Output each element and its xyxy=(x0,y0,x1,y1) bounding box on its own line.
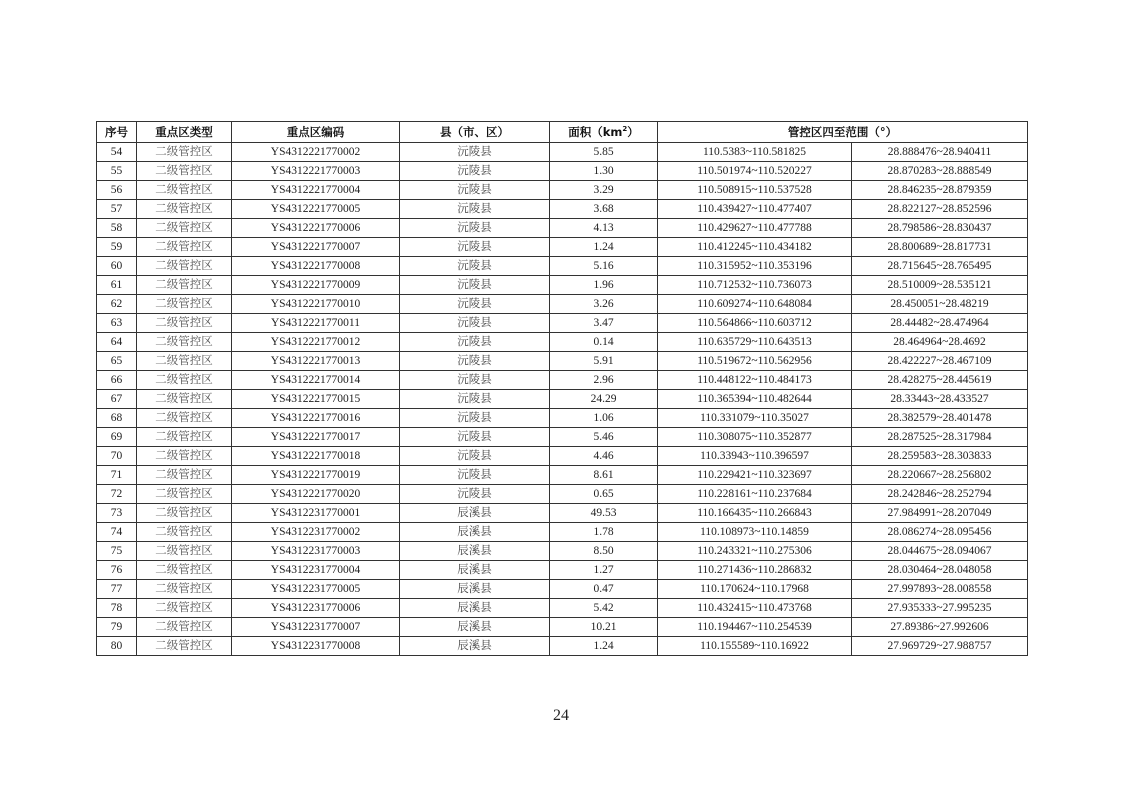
cell-longitude-range: 110.432415~110.473768 xyxy=(658,599,852,618)
cell-code: YS4312221770005 xyxy=(232,200,400,219)
cell-code: YS4312231770008 xyxy=(232,637,400,656)
table-header-row xyxy=(97,122,1028,143)
table-row xyxy=(97,181,1028,200)
cell-seq: 78 xyxy=(97,599,137,618)
cell-code: YS4312221770020 xyxy=(232,485,400,504)
cell-county: 辰溪县 xyxy=(400,618,550,637)
cell-code: YS4312231770006 xyxy=(232,599,400,618)
cell-type: 二级管控区 xyxy=(137,371,232,390)
table-row xyxy=(97,523,1028,542)
cell-longitude-range: 110.412245~110.434182 xyxy=(658,238,852,257)
cell-seq: 79 xyxy=(97,618,137,637)
cell-longitude-range: 110.609274~110.648084 xyxy=(658,295,852,314)
cell-area: 10.21 xyxy=(550,618,658,637)
cell-type: 二级管控区 xyxy=(137,561,232,580)
cell-type: 二级管控区 xyxy=(137,276,232,295)
cell-type: 二级管控区 xyxy=(137,580,232,599)
cell-code: YS4312221770010 xyxy=(232,295,400,314)
cell-longitude-range: 110.501974~110.520227 xyxy=(658,162,852,181)
cell-longitude-range: 110.194467~110.254539 xyxy=(658,618,852,637)
cell-county: 沅陵县 xyxy=(400,485,550,504)
cell-code: YS4312231770007 xyxy=(232,618,400,637)
cell-type: 二级管控区 xyxy=(137,409,232,428)
cell-county: 沅陵县 xyxy=(400,238,550,257)
cell-longitude-range: 110.519672~110.562956 xyxy=(658,352,852,371)
table-row xyxy=(97,580,1028,599)
table-body xyxy=(97,143,1028,656)
cell-county: 沅陵县 xyxy=(400,257,550,276)
cell-code: YS4312221770018 xyxy=(232,447,400,466)
cell-longitude-range: 110.155589~110.16922 xyxy=(658,637,852,656)
cell-latitude-range: 28.800689~28.817731 xyxy=(852,238,1028,257)
header-area-prefix: 面积（km xyxy=(568,125,623,139)
cell-area: 1.78 xyxy=(550,523,658,542)
cell-county: 沅陵县 xyxy=(400,276,550,295)
cell-area: 3.29 xyxy=(550,181,658,200)
cell-area: 3.47 xyxy=(550,314,658,333)
cell-code: YS4312231770003 xyxy=(232,542,400,561)
cell-latitude-range: 28.715645~28.765495 xyxy=(852,257,1028,276)
cell-code: YS4312221770011 xyxy=(232,314,400,333)
cell-type: 二级管控区 xyxy=(137,143,232,162)
cell-longitude-range: 110.228161~110.237684 xyxy=(658,485,852,504)
cell-area: 8.61 xyxy=(550,466,658,485)
cell-county: 辰溪县 xyxy=(400,561,550,580)
cell-code: YS4312221770019 xyxy=(232,466,400,485)
cell-type: 二级管控区 xyxy=(137,637,232,656)
cell-latitude-range: 28.870283~28.888549 xyxy=(852,162,1028,181)
cell-area: 5.46 xyxy=(550,428,658,447)
header-area xyxy=(550,122,658,143)
cell-latitude-range: 28.259583~28.303833 xyxy=(852,447,1028,466)
cell-latitude-range: 28.428275~28.445619 xyxy=(852,371,1028,390)
cell-county: 沅陵县 xyxy=(400,314,550,333)
cell-code: YS4312221770009 xyxy=(232,276,400,295)
table-row xyxy=(97,428,1028,447)
cell-county: 辰溪县 xyxy=(400,504,550,523)
cell-seq: 64 xyxy=(97,333,137,352)
cell-latitude-range: 28.086274~28.095456 xyxy=(852,523,1028,542)
table-row xyxy=(97,257,1028,276)
cell-type: 二级管控区 xyxy=(137,200,232,219)
cell-longitude-range: 110.5383~110.581825 xyxy=(658,143,852,162)
cell-area: 1.96 xyxy=(550,276,658,295)
cell-latitude-range: 28.33443~28.433527 xyxy=(852,390,1028,409)
cell-area: 0.65 xyxy=(550,485,658,504)
cell-code: YS4312221770002 xyxy=(232,143,400,162)
cell-latitude-range: 28.030464~28.048058 xyxy=(852,561,1028,580)
cell-seq: 67 xyxy=(97,390,137,409)
cell-area: 0.47 xyxy=(550,580,658,599)
cell-latitude-range: 28.888476~28.940411 xyxy=(852,143,1028,162)
control-zone-table-container xyxy=(96,121,1027,656)
cell-latitude-range: 28.242846~28.252794 xyxy=(852,485,1028,504)
cell-county: 沅陵县 xyxy=(400,181,550,200)
table-row xyxy=(97,219,1028,238)
cell-latitude-range: 28.510009~28.535121 xyxy=(852,276,1028,295)
cell-latitude-range: 27.997893~28.008558 xyxy=(852,580,1028,599)
table-row xyxy=(97,352,1028,371)
cell-seq: 70 xyxy=(97,447,137,466)
table-row xyxy=(97,333,1028,352)
cell-latitude-range: 28.287525~28.317984 xyxy=(852,428,1028,447)
cell-county: 沅陵县 xyxy=(400,466,550,485)
cell-type: 二级管控区 xyxy=(137,504,232,523)
cell-seq: 59 xyxy=(97,238,137,257)
header-area-sup: 2 xyxy=(622,125,628,134)
header-area-suffix: ） xyxy=(627,125,639,139)
table-row xyxy=(97,466,1028,485)
cell-area: 1.06 xyxy=(550,409,658,428)
cell-latitude-range: 28.822127~28.852596 xyxy=(852,200,1028,219)
cell-seq: 66 xyxy=(97,371,137,390)
cell-county: 辰溪县 xyxy=(400,523,550,542)
header-seq: 序号 xyxy=(97,122,137,143)
cell-area: 24.29 xyxy=(550,390,658,409)
table-row xyxy=(97,447,1028,466)
cell-longitude-range: 110.365394~110.482644 xyxy=(658,390,852,409)
cell-longitude-range: 110.429627~110.477788 xyxy=(658,219,852,238)
cell-county: 沅陵县 xyxy=(400,143,550,162)
cell-code: YS4312221770013 xyxy=(232,352,400,371)
cell-longitude-range: 110.33943~110.396597 xyxy=(658,447,852,466)
table-row xyxy=(97,314,1028,333)
cell-area: 5.85 xyxy=(550,143,658,162)
cell-area: 8.50 xyxy=(550,542,658,561)
cell-longitude-range: 110.331079~110.35027 xyxy=(658,409,852,428)
cell-seq: 74 xyxy=(97,523,137,542)
cell-latitude-range: 27.935333~27.995235 xyxy=(852,599,1028,618)
cell-seq: 62 xyxy=(97,295,137,314)
cell-county: 沅陵县 xyxy=(400,447,550,466)
cell-seq: 75 xyxy=(97,542,137,561)
cell-code: YS4312221770003 xyxy=(232,162,400,181)
cell-code: YS4312221770008 xyxy=(232,257,400,276)
cell-type: 二级管控区 xyxy=(137,485,232,504)
cell-county: 辰溪县 xyxy=(400,599,550,618)
cell-longitude-range: 110.712532~110.736073 xyxy=(658,276,852,295)
cell-longitude-range: 110.448122~110.484173 xyxy=(658,371,852,390)
cell-type: 二级管控区 xyxy=(137,428,232,447)
table-row xyxy=(97,485,1028,504)
cell-county: 沅陵县 xyxy=(400,371,550,390)
cell-code: YS4312231770005 xyxy=(232,580,400,599)
table-row xyxy=(97,276,1028,295)
cell-latitude-range: 27.984991~28.207049 xyxy=(852,504,1028,523)
table-row xyxy=(97,542,1028,561)
cell-latitude-range: 28.382579~28.401478 xyxy=(852,409,1028,428)
table-row xyxy=(97,371,1028,390)
cell-type: 二级管控区 xyxy=(137,390,232,409)
cell-latitude-range: 28.846235~28.879359 xyxy=(852,181,1028,200)
cell-area: 4.13 xyxy=(550,219,658,238)
cell-area: 5.16 xyxy=(550,257,658,276)
cell-latitude-range: 28.450051~28.48219 xyxy=(852,295,1028,314)
cell-seq: 71 xyxy=(97,466,137,485)
cell-longitude-range: 110.229421~110.323697 xyxy=(658,466,852,485)
table-row xyxy=(97,295,1028,314)
table-row xyxy=(97,618,1028,637)
cell-area: 1.24 xyxy=(550,637,658,656)
cell-area: 49.53 xyxy=(550,504,658,523)
cell-county: 沅陵县 xyxy=(400,162,550,181)
cell-seq: 60 xyxy=(97,257,137,276)
cell-seq: 58 xyxy=(97,219,137,238)
cell-seq: 56 xyxy=(97,181,137,200)
cell-type: 二级管控区 xyxy=(137,162,232,181)
cell-seq: 69 xyxy=(97,428,137,447)
cell-county: 辰溪县 xyxy=(400,637,550,656)
cell-seq: 63 xyxy=(97,314,137,333)
cell-longitude-range: 110.108973~110.14859 xyxy=(658,523,852,542)
cell-area: 1.30 xyxy=(550,162,658,181)
cell-county: 辰溪县 xyxy=(400,580,550,599)
cell-county: 沅陵县 xyxy=(400,295,550,314)
cell-longitude-range: 110.635729~110.643513 xyxy=(658,333,852,352)
cell-area: 1.27 xyxy=(550,561,658,580)
cell-type: 二级管控区 xyxy=(137,523,232,542)
header-type: 重点区类型 xyxy=(137,122,232,143)
cell-code: YS4312221770012 xyxy=(232,333,400,352)
cell-county: 沅陵县 xyxy=(400,390,550,409)
cell-latitude-range: 28.798586~28.830437 xyxy=(852,219,1028,238)
cell-code: YS4312221770004 xyxy=(232,181,400,200)
table-row xyxy=(97,409,1028,428)
cell-seq: 61 xyxy=(97,276,137,295)
cell-seq: 72 xyxy=(97,485,137,504)
cell-type: 二级管控区 xyxy=(137,618,232,637)
cell-latitude-range: 28.44482~28.474964 xyxy=(852,314,1028,333)
cell-area: 5.42 xyxy=(550,599,658,618)
cell-seq: 76 xyxy=(97,561,137,580)
cell-seq: 80 xyxy=(97,637,137,656)
table-row xyxy=(97,599,1028,618)
cell-longitude-range: 110.243321~110.275306 xyxy=(658,542,852,561)
table-row xyxy=(97,390,1028,409)
cell-area: 0.14 xyxy=(550,333,658,352)
cell-area: 3.26 xyxy=(550,295,658,314)
cell-latitude-range: 28.464964~28.4692 xyxy=(852,333,1028,352)
cell-county: 沅陵县 xyxy=(400,219,550,238)
cell-seq: 65 xyxy=(97,352,137,371)
table-row xyxy=(97,162,1028,181)
cell-seq: 55 xyxy=(97,162,137,181)
cell-seq: 73 xyxy=(97,504,137,523)
cell-area: 3.68 xyxy=(550,200,658,219)
cell-county: 沅陵县 xyxy=(400,428,550,447)
cell-code: YS4312231770001 xyxy=(232,504,400,523)
cell-code: YS4312221770016 xyxy=(232,409,400,428)
cell-type: 二级管控区 xyxy=(137,466,232,485)
cell-code: YS4312231770002 xyxy=(232,523,400,542)
cell-longitude-range: 110.170624~110.17968 xyxy=(658,580,852,599)
cell-area: 5.91 xyxy=(550,352,658,371)
cell-longitude-range: 110.271436~110.286832 xyxy=(658,561,852,580)
cell-latitude-range: 27.89386~27.992606 xyxy=(852,618,1028,637)
cell-type: 二级管控区 xyxy=(137,219,232,238)
cell-type: 二级管控区 xyxy=(137,314,232,333)
cell-code: YS4312221770014 xyxy=(232,371,400,390)
cell-latitude-range: 28.044675~28.094067 xyxy=(852,542,1028,561)
cell-code: YS4312221770017 xyxy=(232,428,400,447)
cell-area: 4.46 xyxy=(550,447,658,466)
cell-county: 沅陵县 xyxy=(400,333,550,352)
cell-type: 二级管控区 xyxy=(137,238,232,257)
cell-longitude-range: 110.508915~110.537528 xyxy=(658,181,852,200)
cell-latitude-range: 28.220667~28.256802 xyxy=(852,466,1028,485)
cell-longitude-range: 110.315952~110.353196 xyxy=(658,257,852,276)
cell-type: 二级管控区 xyxy=(137,333,232,352)
cell-code: YS4312231770004 xyxy=(232,561,400,580)
cell-seq: 54 xyxy=(97,143,137,162)
control-zone-table xyxy=(96,121,1028,656)
table-row xyxy=(97,238,1028,257)
cell-longitude-range: 110.564866~110.603712 xyxy=(658,314,852,333)
cell-type: 二级管控区 xyxy=(137,257,232,276)
cell-longitude-range: 110.166435~110.266843 xyxy=(658,504,852,523)
cell-seq: 57 xyxy=(97,200,137,219)
header-code: 重点区编码 xyxy=(232,122,400,143)
cell-type: 二级管控区 xyxy=(137,542,232,561)
table-row xyxy=(97,143,1028,162)
cell-area: 1.24 xyxy=(550,238,658,257)
cell-county: 沅陵县 xyxy=(400,409,550,428)
cell-latitude-range: 28.422227~28.467109 xyxy=(852,352,1028,371)
cell-code: YS4312221770015 xyxy=(232,390,400,409)
cell-code: YS4312221770007 xyxy=(232,238,400,257)
cell-code: YS4312221770006 xyxy=(232,219,400,238)
cell-type: 二级管控区 xyxy=(137,599,232,618)
cell-seq: 77 xyxy=(97,580,137,599)
cell-type: 二级管控区 xyxy=(137,352,232,371)
cell-type: 二级管控区 xyxy=(137,447,232,466)
cell-latitude-range: 27.969729~27.988757 xyxy=(852,637,1028,656)
cell-county: 辰溪县 xyxy=(400,542,550,561)
cell-county: 沅陵县 xyxy=(400,352,550,371)
cell-longitude-range: 110.308075~110.352877 xyxy=(658,428,852,447)
table-row xyxy=(97,504,1028,523)
cell-county: 沅陵县 xyxy=(400,200,550,219)
cell-longitude-range: 110.439427~110.477407 xyxy=(658,200,852,219)
page-number: 24 xyxy=(553,707,569,724)
cell-type: 二级管控区 xyxy=(137,295,232,314)
table-row xyxy=(97,637,1028,656)
cell-seq: 68 xyxy=(97,409,137,428)
table-row xyxy=(97,561,1028,580)
header-range: 管控区四至范围（°） xyxy=(658,122,1028,143)
table-row xyxy=(97,200,1028,219)
header-county: 县（市、区） xyxy=(400,122,550,143)
cell-area: 2.96 xyxy=(550,371,658,390)
cell-type: 二级管控区 xyxy=(137,181,232,200)
